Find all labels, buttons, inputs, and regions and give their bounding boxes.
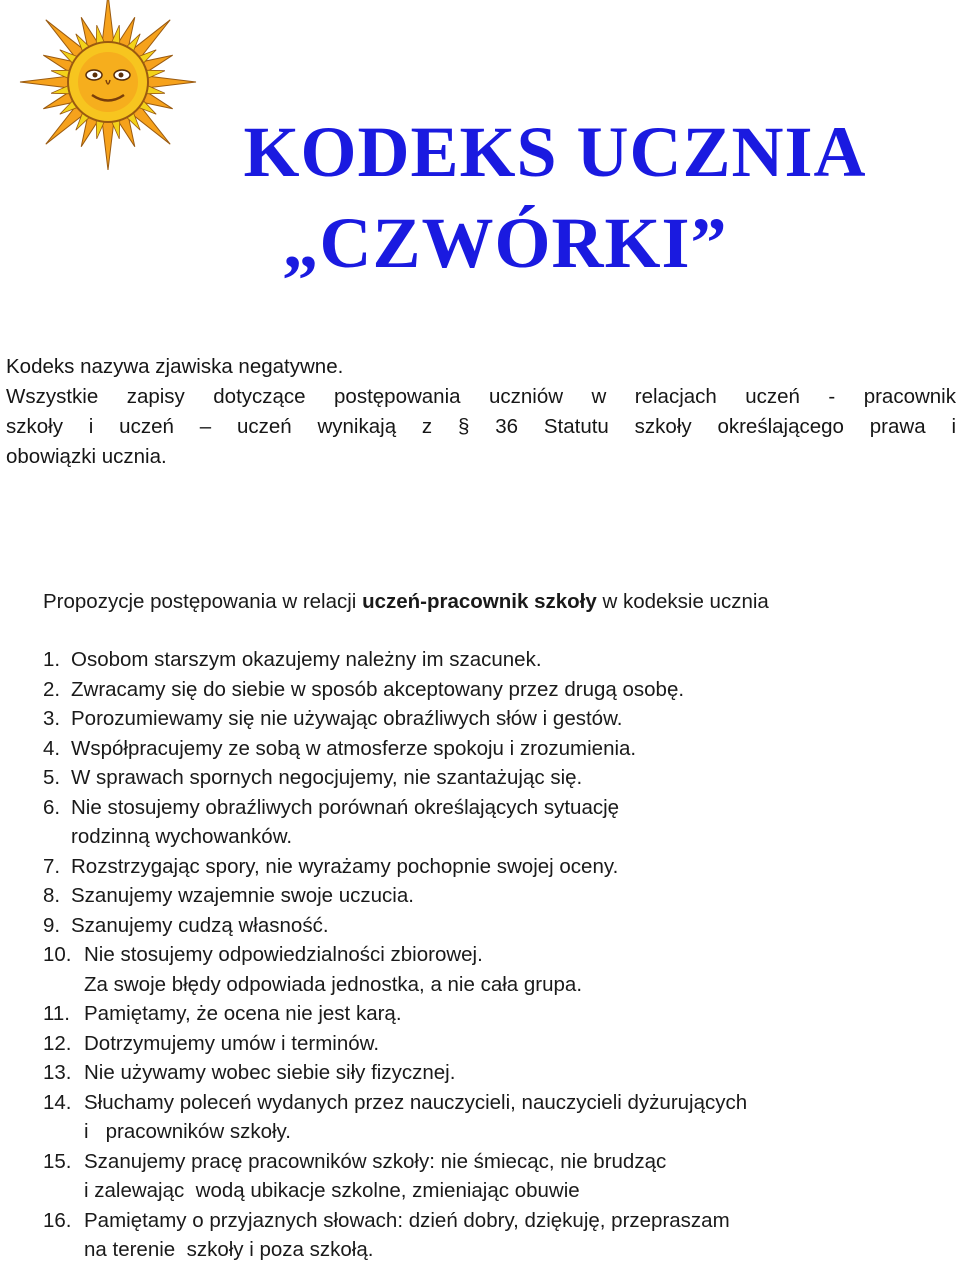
rule-number: 3. bbox=[43, 707, 61, 730]
rule-text: Dotrzymujemy umów i terminów. bbox=[84, 1031, 380, 1055]
rule-item bbox=[43, 1058, 943, 1088]
rule-text: Współpracujemy ze sobą w atmosferze spokoju i zrozumienia. bbox=[71, 736, 637, 760]
rule-number: 14. bbox=[43, 1090, 72, 1114]
rule-text: Nie używamy wobec siebie siły fizycznej. bbox=[84, 1061, 456, 1084]
rule-number: 10. bbox=[43, 943, 72, 966]
rule-number: 16. bbox=[43, 1208, 72, 1232]
rule-number: 1. bbox=[43, 648, 61, 671]
section-heading-bold: uczeń-pracownik szkoły bbox=[362, 590, 597, 613]
rule-item bbox=[43, 999, 943, 1029]
rule-text: W sprawach spornych negocjujemy, nie szantażując się. bbox=[71, 766, 583, 789]
section-heading-prefix: Propozycje postępowania w relacji bbox=[43, 590, 363, 613]
sun-ray bbox=[102, 0, 114, 45]
intro-line-1: Kodeks nazywa zjawiska negatywne. bbox=[6, 355, 344, 378]
document-title-line-1: KODEKS UCZNIA bbox=[243, 112, 867, 192]
rule-item bbox=[43, 911, 943, 941]
intro-line-2: Wszystkie zapisy dotyczące postępowania uczniów w relacjach uczeń - pracownik bbox=[6, 385, 956, 408]
sun-ray bbox=[20, 76, 71, 88]
rule-item bbox=[43, 675, 943, 705]
rule-text-continuation: Za swoje błędy odpowiada jednostka, a nie cała grupa. bbox=[84, 972, 583, 996]
sun-face-shade bbox=[78, 52, 138, 112]
rule-item bbox=[43, 704, 943, 734]
rule-number: 7. bbox=[43, 854, 61, 878]
rule-number: 8. bbox=[43, 884, 61, 907]
rules-list bbox=[43, 645, 943, 1265]
rule-text-continuation: i pracowników szkoły. bbox=[84, 1120, 291, 1143]
sun-right-pupil bbox=[119, 73, 124, 78]
rule-text: Słuchamy poleceń wydanych przez nauczycieli, nauczycieli dyżurujących bbox=[84, 1090, 748, 1114]
rule-text: Osobom starszym okazujemy należny im szacunek. bbox=[71, 648, 542, 671]
intro-paragraph bbox=[6, 352, 956, 472]
sun-ray bbox=[146, 76, 197, 88]
intro-line-3: szkoły i uczeń – uczeń wynikają z § 36 Statutu szkoły określającego prawa i bbox=[6, 415, 956, 438]
rule-number: 6. bbox=[43, 795, 61, 819]
section-heading-suffix: w kodeksie ucznia bbox=[596, 590, 769, 613]
rule-text: Szanujemy wzajemnie swoje uczucia. bbox=[71, 884, 414, 907]
rule-text: Pamiętamy, że ocena nie jest karą. bbox=[84, 1002, 402, 1025]
rule-item bbox=[43, 881, 943, 911]
rule-item bbox=[43, 645, 943, 675]
rule-text: Porozumiewamy się nie używając obraźliwych słów i gestów. bbox=[71, 707, 623, 730]
intro-line-4: obowiązki ucznia. bbox=[6, 445, 167, 468]
rule-number: 13. bbox=[43, 1061, 72, 1084]
rule-item bbox=[43, 1029, 943, 1059]
rule-text: Zwracamy się do siebie w sposób akceptowany przez drugą osobę. bbox=[71, 677, 685, 701]
rule-text: Szanujemy pracę pracowników szkoły: nie śmiecąc, nie brudząc bbox=[84, 1149, 667, 1173]
rule-item bbox=[43, 734, 943, 764]
rule-text: Nie stosujemy obraźliwych porównań określających sytuację bbox=[71, 795, 620, 819]
rule-text: Nie stosujemy odpowiedzialności zbiorowej. bbox=[84, 943, 483, 966]
sun-left-pupil bbox=[93, 73, 98, 78]
rule-item bbox=[43, 793, 943, 852]
rule-item bbox=[43, 1206, 943, 1265]
rule-number: 11. bbox=[43, 1002, 70, 1025]
section-heading bbox=[43, 587, 769, 617]
rule-item bbox=[43, 852, 943, 882]
rule-text: Rozstrzygając spory, nie wyrażamy pochopnie swojej oceny. bbox=[71, 854, 619, 878]
rule-item bbox=[43, 1147, 943, 1206]
rule-item bbox=[43, 940, 943, 999]
rule-text-continuation: i zalewając wodą ubikacje szkolne, zmieniając obuwie bbox=[84, 1179, 580, 1202]
rule-number: 9. bbox=[43, 913, 61, 937]
rule-item bbox=[43, 1088, 943, 1147]
rule-number: 12. bbox=[43, 1031, 72, 1055]
rule-number: 15. bbox=[43, 1149, 72, 1173]
rule-number: 5. bbox=[43, 766, 61, 789]
rule-item bbox=[43, 763, 943, 793]
rule-text: Szanujemy cudzą własność. bbox=[71, 913, 329, 937]
rule-text: Pamiętamy o przyjaznych słowach: dzień dobry, dziękuję, przepraszam bbox=[84, 1208, 730, 1232]
document-title-line-2: „CZWÓRKI” bbox=[282, 203, 728, 283]
rule-number: 4. bbox=[43, 736, 61, 760]
rule-number: 2. bbox=[43, 677, 61, 701]
rule-text-continuation: na terenie szkoły i poza szkołą. bbox=[84, 1238, 374, 1261]
rule-text-continuation: rodzinną wychowanków. bbox=[71, 825, 293, 848]
